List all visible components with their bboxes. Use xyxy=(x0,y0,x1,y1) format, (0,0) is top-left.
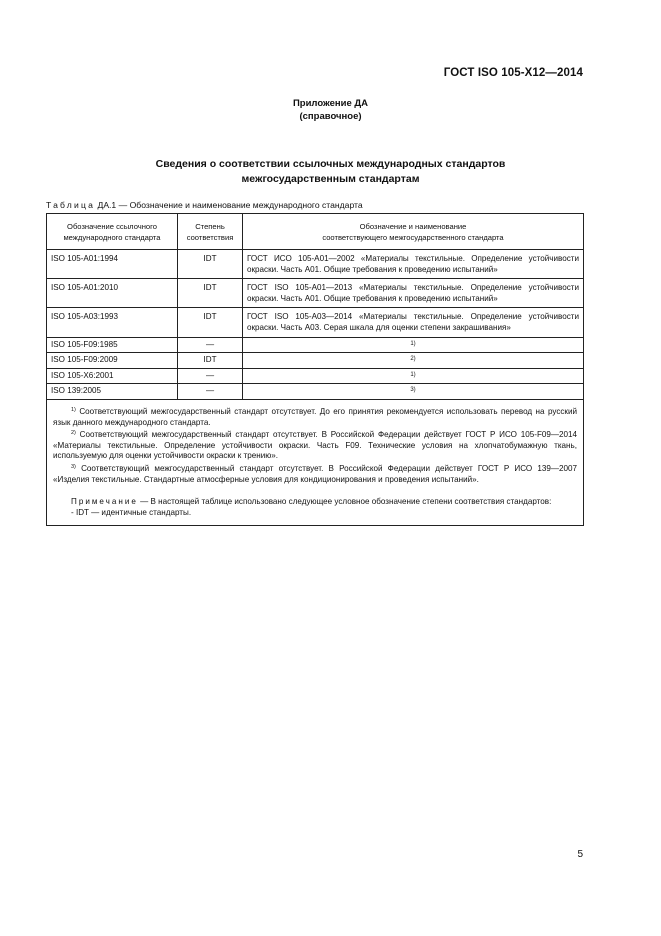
header-degree xyxy=(178,214,243,250)
table-note xyxy=(53,497,577,518)
cell-degree: IDT xyxy=(178,308,243,337)
annex-title-block xyxy=(0,97,661,123)
note-item: - IDT — идентичные стандарты. xyxy=(71,507,192,517)
header-intl-line-2: международного стандарта xyxy=(63,232,161,242)
cell-footnote-ref: 1) xyxy=(243,337,584,353)
footnote-mark: 2) xyxy=(71,430,76,437)
footnote-2 xyxy=(53,428,577,462)
table-row xyxy=(47,279,584,308)
table-row xyxy=(47,384,584,400)
footnote-text: Соответствующий межгосударственный стандарт отсутствует. До его принятия рекомендуется использовать перевод на русский язык данного международного стандарта. xyxy=(53,406,577,427)
table-row xyxy=(47,353,584,369)
header-intl-standard xyxy=(47,214,178,250)
cell-degree: IDT xyxy=(178,279,243,308)
table-caption xyxy=(46,200,363,210)
footnote-text: Соответствующий межгосударственный стандарт отсутствует. В Российской Федерации действует ГОСТ Р ИСО 105-F09—2014 «Материалы текстильные. Определение устойчивости окраски. Часть F09. Технические условия на хлопчатобумажную ткань, используемую для оценки устойчивости окраски к трению». xyxy=(53,430,577,461)
footnote-text: Соответствующий межгосударственный стандарт отсутствует. В Российской Федерации действует ГОСТ Р ИСО 139—2007 «Изделия текстильные. Стандартные атмосферные условия для кондиционирования и проведения испытаний». xyxy=(53,463,577,484)
cell-degree: — xyxy=(178,368,243,384)
table-row xyxy=(47,368,584,384)
cell-degree: — xyxy=(178,384,243,400)
note-label: Примечание xyxy=(71,497,138,507)
cell-intl-standard: ISO 105-A03:1993 xyxy=(47,308,178,337)
standards-table xyxy=(46,213,584,526)
header-national-line-1: Обозначение и наименование xyxy=(359,222,467,231)
cell-national-standard: ГОСТ ИСО 105-А01—2002 «Материалы текстильные. Определение устойчивости окраски. Часть А01. Общие требования к проведению испытаний» xyxy=(243,250,584,279)
header-intl-line-1: Обозначение ссылочного xyxy=(67,222,157,231)
table-row xyxy=(47,337,584,353)
footnote-3 xyxy=(53,462,577,485)
main-heading-line-2: межгосударственным стандартам xyxy=(241,173,420,185)
table-caption-label: Таблица xyxy=(46,200,96,210)
cell-intl-standard: ISO 105-A01:2010 xyxy=(47,279,178,308)
document-code: ГОСТ ISO 105-X12—2014 xyxy=(443,67,583,79)
cell-national-standard: ГОСТ ISO 105-A03—2014 «Материалы текстильные. Определение устойчивости окраски. Часть А03. Серая шкала для оценки степени закрашивания» xyxy=(243,308,584,337)
cell-degree: — xyxy=(178,337,243,353)
table-row xyxy=(47,308,584,337)
footnote-mark: 3) xyxy=(71,463,76,470)
cell-footnote-ref: 3) xyxy=(243,384,584,400)
header-degree-line-1: Степень xyxy=(195,222,225,231)
table-header-row xyxy=(47,214,584,250)
table-caption-text: ДА.1 — Обозначение и наименование международного стандарта xyxy=(95,200,363,210)
cell-footnote-ref: 2) xyxy=(243,353,584,369)
cell-intl-standard: ISO 105-F09:2009 xyxy=(47,353,178,369)
cell-degree: IDT xyxy=(178,250,243,279)
header-degree-line-2: соответствия xyxy=(186,232,234,242)
annex-subtitle: (справочное) xyxy=(299,111,362,122)
note-text: — В настоящей таблице использовано следующее условное обозначение степени соответствия стандартов: xyxy=(137,497,552,507)
header-national-standard xyxy=(243,214,584,250)
footnote-mark: 1) xyxy=(71,406,76,413)
cell-national-standard: ГОСТ ISO 105-A01—2013 «Материалы текстильные. Определение устойчивости окраски. Часть А01. Общие требования к проведению испытаний» xyxy=(243,279,584,308)
annex-title: Приложение ДА xyxy=(292,98,369,109)
main-heading xyxy=(0,157,661,187)
note-paragraph xyxy=(53,497,577,508)
footnotes-cell xyxy=(47,399,584,525)
header-national-line-2: соответствующего межгосударственного стандарта xyxy=(322,232,504,242)
cell-intl-standard: ISO 105-X6:2001 xyxy=(47,368,178,384)
cell-intl-standard: ISO 105-A01:1994 xyxy=(47,250,178,279)
cell-intl-standard: ISO 105-F09:1985 xyxy=(47,337,178,353)
cell-footnote-ref: 1) xyxy=(243,368,584,384)
main-heading-line-1: Сведения о соответствии ссылочных международных стандартов xyxy=(155,158,506,170)
table-row xyxy=(47,250,584,279)
footnote-1 xyxy=(53,405,577,428)
cell-intl-standard: ISO 139:2005 xyxy=(47,384,178,400)
footnotes-row xyxy=(47,399,584,525)
page-number: 5 xyxy=(577,849,583,860)
cell-degree: IDT xyxy=(178,353,243,369)
